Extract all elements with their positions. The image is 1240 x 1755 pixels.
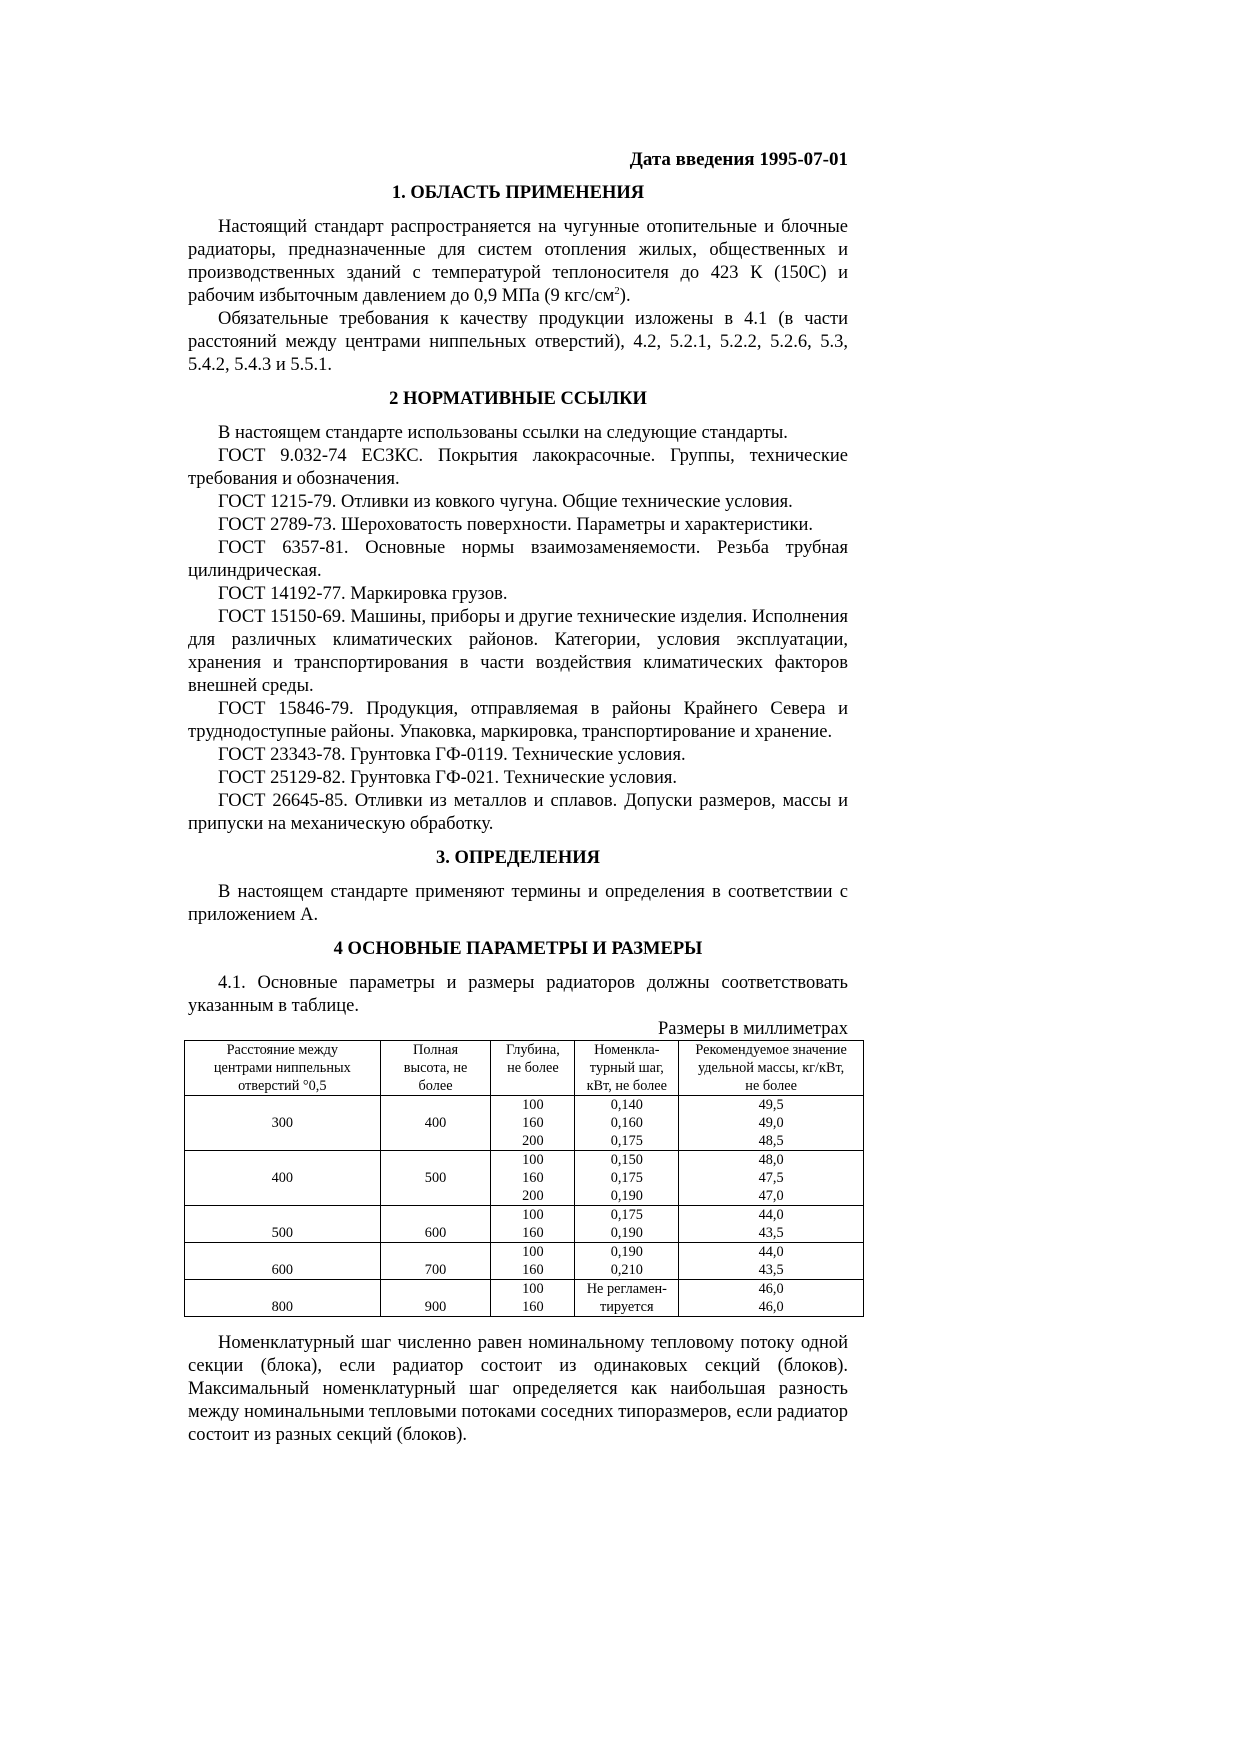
cell-step	[575, 1096, 679, 1151]
reference-gost-25129: ГОСТ 25129-82. Грунтовка ГФ-021. Технические условия.	[218, 768, 678, 788]
table-row	[185, 1243, 864, 1280]
cell-depth-value: 200	[522, 1133, 544, 1149]
header-step-line: турный шаг,	[589, 1060, 664, 1076]
cell-distance	[185, 1280, 381, 1317]
cell-distance	[185, 1151, 381, 1206]
cell-depth-value: 100	[522, 1207, 544, 1223]
header-depth	[491, 1041, 575, 1096]
cell-step-value: 0,175	[610, 1133, 643, 1149]
table-row	[185, 1151, 864, 1206]
cell-step-value: тируется	[600, 1299, 654, 1315]
cell-mass-value: 49,5	[758, 1097, 784, 1113]
cell-step	[575, 1243, 679, 1280]
cell-distance-value: 300	[271, 1115, 294, 1131]
cell-mass	[679, 1096, 864, 1151]
cell-depth-value: 160	[522, 1225, 544, 1241]
cell-depth	[491, 1206, 575, 1243]
cell-distance	[185, 1206, 381, 1243]
cell-depth-value: 160	[522, 1170, 544, 1186]
document-page	[188, 148, 848, 1447]
cell-step-value: 0,190	[610, 1244, 643, 1260]
cell-mass	[679, 1243, 864, 1280]
cell-mass	[679, 1206, 864, 1243]
introduction-date: Дата введения 1995-07-01	[629, 149, 848, 170]
section-4-title: 4 ОСНОВНЫЕ ПАРАМЕТРЫ И РАЗМЕРЫ	[333, 939, 703, 959]
cell-distance	[185, 1243, 381, 1280]
section-4-paragraph-2: Номенклатурный шаг численно равен номинальному тепловому потоку одной секции (блока), если радиатор состоит из одинаковых секций (блоков). Максимальный номенклатурный шаг определяется как наибольшая разность между номинальными тепловыми потоками соседних типоразмеров, если радиатор состоит из разных секций (блоков).	[188, 1333, 848, 1445]
header-height-line: высота, не	[403, 1060, 468, 1076]
reference-gost-14192: ГОСТ 14192-77. Маркировка грузов.	[218, 584, 508, 604]
reference-gost-15846: ГОСТ 15846-79. Продукция, отправляемая в районы Крайнего Севера и труднодоступные районы. Упаковка, маркировка, транспортирование и хранение.	[188, 699, 848, 742]
cell-mass-value: 46,0	[758, 1281, 784, 1297]
superscript-2: 2	[614, 284, 620, 297]
cell-depth-value: 100	[522, 1097, 544, 1113]
header-distance-line: Расстояние между	[226, 1042, 339, 1058]
section-1-paragraph-1-end: ).	[619, 286, 631, 306]
cell-depth-value: 160	[522, 1115, 544, 1131]
header-mass-line: удельной массы, кг/кВт,	[697, 1060, 845, 1076]
cell-step	[575, 1206, 679, 1243]
cell-height	[380, 1096, 491, 1151]
section-1-title: 1. ОБЛАСТЬ ПРИМЕНЕНИЯ	[391, 183, 645, 203]
cell-height	[380, 1151, 491, 1206]
cell-step	[575, 1151, 679, 1206]
reference-gost-2789: ГОСТ 2789-73. Шероховатость поверхности. Параметры и характеристики.	[218, 515, 814, 535]
table-row	[185, 1206, 864, 1243]
cell-distance-value: 500	[271, 1225, 294, 1241]
header-step	[575, 1041, 679, 1096]
cell-depth	[491, 1280, 575, 1317]
cell-step-value: 0,190	[610, 1225, 643, 1241]
cell-depth	[491, 1151, 575, 1206]
cell-distance-value: 800	[271, 1299, 294, 1315]
cell-step-value: Не регламен-	[586, 1281, 667, 1297]
reference-gost-9032: ГОСТ 9.032-74 ЕСЗКС. Покрытия лакокрасочные. Группы, технические требования и обозначения.	[188, 446, 848, 489]
reference-gost-6357: ГОСТ 6357-81. Основные нормы взаимозаменяемости. Резьба трубная цилиндрическая.	[188, 538, 848, 581]
cell-mass-value: 47,0	[758, 1188, 784, 1204]
cell-distance-value: 400	[271, 1170, 294, 1186]
cell-height	[380, 1280, 491, 1317]
header-distance-line: отверстий °0,5	[238, 1078, 327, 1094]
cell-depth	[491, 1243, 575, 1280]
header-height-line: более	[418, 1078, 453, 1094]
cell-depth-value: 160	[522, 1299, 544, 1315]
table-row	[185, 1280, 864, 1317]
references-intro: В настоящем стандарте использованы ссылки на следующие стандарты.	[218, 423, 788, 443]
radiator-dimensions-table	[184, 1040, 864, 1317]
cell-height-value: 500	[424, 1170, 447, 1186]
table-row	[185, 1096, 864, 1151]
cell-step-value: 0,175	[610, 1170, 643, 1186]
cell-mass-value: 48,0	[758, 1152, 784, 1168]
cell-depth-value: 200	[522, 1188, 544, 1204]
section-4-paragraph-1: 4.1. Основные параметры и размеры радиаторов должны соответствовать указанным в таблице.	[188, 973, 848, 1016]
cell-height-value: 600	[424, 1225, 447, 1241]
cell-mass	[679, 1280, 864, 1317]
cell-mass-value: 47,5	[758, 1170, 784, 1186]
header-mass-line: Рекомендуемое значение	[695, 1042, 847, 1058]
header-distance	[185, 1041, 381, 1096]
section-1-paragraph-2: Обязательные требования к качеству продукции изложены в 4.1 (в части расстояний между центрами ниппельных отверстий), 4.2, 5.2.1, 5.2.2, 5.2.6, 5.3, 5.4.2, 5.4.3 и 5.5.1.	[188, 309, 848, 375]
cell-height	[380, 1243, 491, 1280]
cell-depth-value: 100	[522, 1281, 544, 1297]
header-distance-line: центрами ниппельных	[213, 1060, 351, 1076]
header-depth-line: Глубина,	[506, 1042, 560, 1058]
header-height-line: Полная	[413, 1042, 459, 1058]
header-depth-line: не более	[507, 1060, 559, 1076]
header-mass	[679, 1041, 864, 1096]
reference-gost-23343: ГОСТ 23343-78. Грунтовка ГФ-0119. Технические условия.	[218, 745, 686, 765]
reference-gost-15150: ГОСТ 15150-69. Машины, приборы и другие технические изделия. Исполнения для различных климатических районов. Категории, условия эксплуатации, хранения и транспортирования в части воздействия климатических факторов внешней среды.	[188, 607, 848, 696]
header-step-line: кВт, не более	[586, 1078, 667, 1094]
cell-mass-value: 43,5	[758, 1262, 784, 1278]
cell-distance-value: 600	[271, 1262, 294, 1278]
cell-mass	[679, 1151, 864, 1206]
cell-height-value: 700	[424, 1262, 447, 1278]
header-step-line: Номенкла-	[594, 1042, 660, 1058]
cell-step-value: 0,175	[610, 1207, 643, 1223]
cell-mass-value: 44,0	[758, 1244, 784, 1260]
section-3-title: 3. ОПРЕДЕЛЕНИЯ	[435, 848, 600, 868]
cell-depth-value: 160	[522, 1262, 544, 1278]
cell-mass-value: 48,5	[758, 1133, 784, 1149]
cell-depth-value: 100	[522, 1152, 544, 1168]
cell-mass-value: 49,0	[758, 1115, 784, 1131]
section-1-paragraph-1-text: Настоящий стандарт распространяется на чугунные отопительные и блочные радиаторы, предназначенные для систем отопления жилых, общественных и производственных зданий с температурой теплоносителя до 423 К (150С) и рабочим избыточным давлением до 0,9 МПа (9 кгс/см	[188, 217, 848, 306]
reference-gost-26645: ГОСТ 26645-85. Отливки из металлов и сплавов. Допуски размеров, массы и припуски на механическую обработку.	[188, 791, 848, 834]
table-body	[185, 1096, 864, 1317]
header-mass-line: не более	[745, 1078, 797, 1094]
cell-height-value: 400	[424, 1115, 447, 1131]
cell-step-value: 0,160	[610, 1115, 643, 1131]
cell-step-value: 0,150	[610, 1152, 643, 1168]
cell-distance	[185, 1096, 381, 1151]
section-1-paragraph-1	[188, 216, 848, 308]
reference-gost-1215: ГОСТ 1215-79. Отливки из ковкого чугуна. Общие технические условия.	[218, 492, 793, 512]
cell-step-value: 0,210	[610, 1262, 643, 1278]
cell-depth	[491, 1096, 575, 1151]
cell-height-value: 900	[424, 1299, 447, 1315]
cell-mass-value: 43,5	[758, 1225, 784, 1241]
cell-depth-value: 100	[522, 1244, 544, 1260]
cell-step-value: 0,190	[610, 1188, 643, 1204]
cell-step	[575, 1280, 679, 1317]
header-height	[380, 1041, 491, 1096]
section-3-paragraph: В настоящем стандарте применяют термины и определения в соответствии с приложением А.	[188, 882, 848, 925]
table-units-note: Размеры в миллиметрах	[657, 1019, 848, 1039]
cell-step-value: 0,140	[610, 1097, 643, 1113]
cell-mass-value: 46,0	[758, 1299, 784, 1315]
section-2-title: 2 НОРМАТИВНЫЕ ССЫЛКИ	[389, 389, 647, 409]
cell-mass-value: 44,0	[758, 1207, 784, 1223]
table-header-row	[185, 1041, 864, 1096]
cell-height	[380, 1206, 491, 1243]
